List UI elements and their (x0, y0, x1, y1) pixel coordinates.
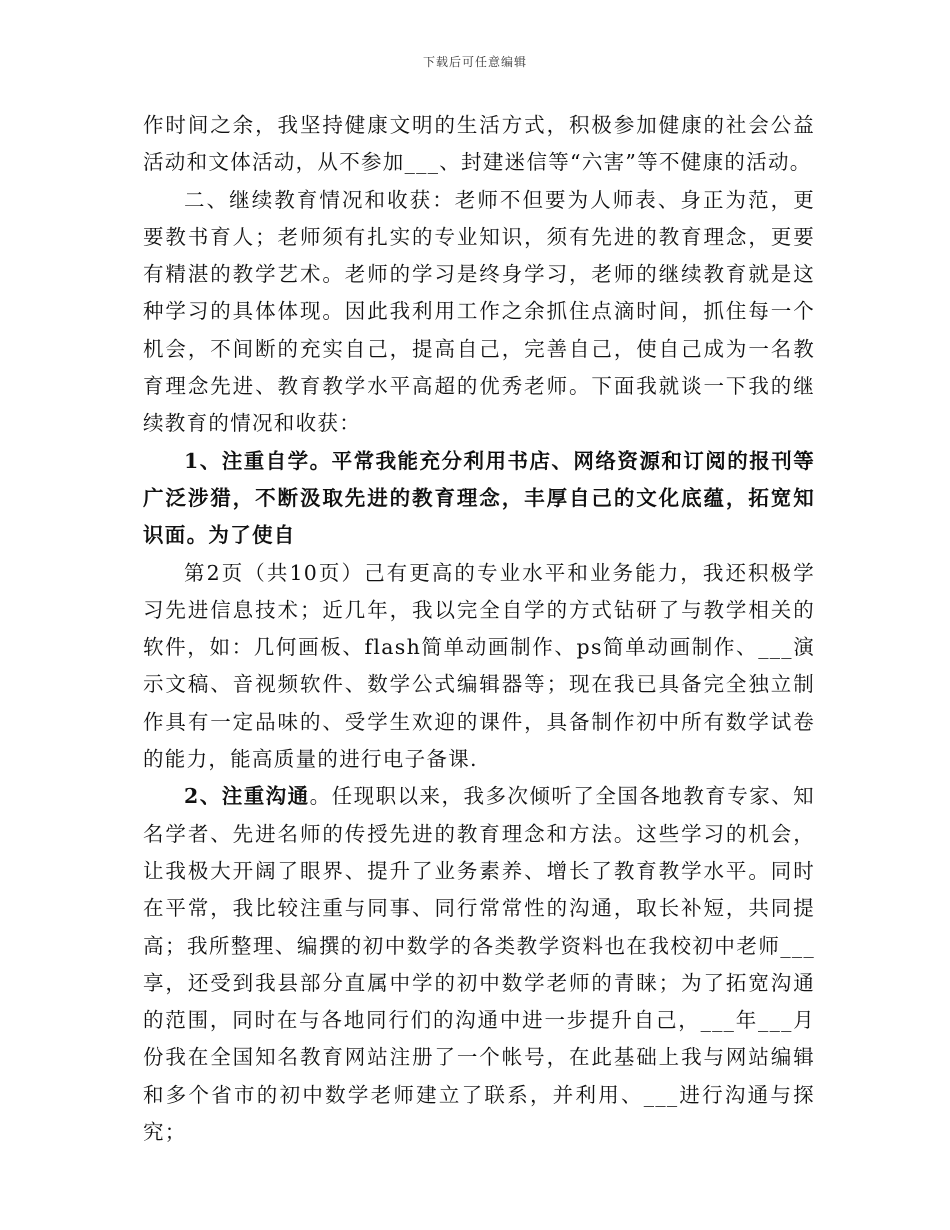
document-body (143, 107, 815, 1151)
paragraph-self-study: 1、注重自学。平常我能充分利用书店、网络资源和订阅的报刊等广泛涉猎，不断汲取先进的教育理念，丰厚自己的文化底蕴，拓宽知识面。为了使自 (143, 448, 815, 548)
paragraph-page-marker: 第2页（共10页）己有更高的专业水平和业务能力，我还积极学习先进信息技术；近几年，我以完全自学的方式钻研了与教学相关的软件，如：几何画板、flash简单动画制作、ps简单动画制作、___演示文稿、音视频软件、数学公式编辑器等；现在我已具备完全独立制作具有一定品味的、受学生欢迎的课件，具备制作初中所有数学试卷的能力，能高质量的进行电子备课. (143, 560, 815, 772)
communication-body: 。任现职以来，我多次倾听了全国各地教育专家、知名学者、先进名师的传授先进的教育理念和方法。这些学习的机会，让我极大开阔了眼界、提升了业务素养、增长了教育教学水平。同时在平常，我比较注重与同事、同行常常性的沟通，取长补短，共同提高；我所整理、编撰的初中数学的各类教学资料也在我校初中老师___享，还受到我县部分直属中学的初中数学老师的青睐；为了拓宽沟通的范围，同时在与各地同行们的沟通中进一步提升自己，___年___月份我在全国知名教育网站注册了一个帐号，在此基础上我与网站编辑和多个省市的初中数学老师建立了联系，并利用、___进行沟通与探究； (143, 784, 815, 1145)
communication-heading: 2、注重沟通 (184, 784, 310, 809)
paragraph-continuation: 作时间之余，我坚持健康文明的生活方式，积极参加健康的社会公益活动和文体活动，从不参加___、封建迷信等“六害”等不健康的活动。 (143, 113, 815, 175)
paragraph-continuing-education: 二、继续教育情况和收获：老师不但要为人师表、身正为范，更要教书育人；老师须有扎实的专业知识，须有先进的教育理念，更要有精湛的教学艺术。老师的学习是终身学习，老师的继续教育就是这种学习的具体体现。因此我利用工作之余抓住点滴时间，抓住每一个机会，不间断的充实自己，提高自己，完善自己，使自己成为一名教育理念先进、教育教学水平高超的优秀老师。下面我就谈一下我的继续教育的情况和收获： (143, 187, 815, 436)
paragraph-communication (143, 778, 815, 1151)
page-header: 下载后可任意编辑 (422, 55, 527, 69)
